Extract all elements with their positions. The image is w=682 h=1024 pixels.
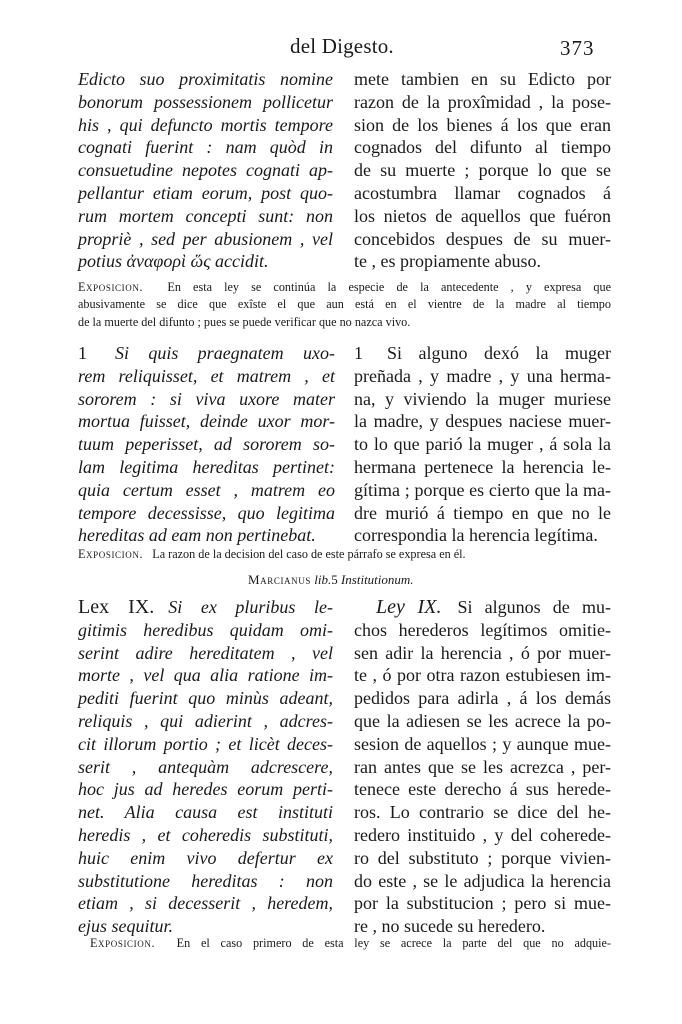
spanish-line: to lo que parió la muger , á sola la <box>354 434 611 455</box>
latin-line: serint adire hereditatem , vel <box>78 642 333 663</box>
spanish-line: ros. Lo contrario se dice del he- <box>354 802 611 823</box>
spanish-column-block1 <box>354 68 611 273</box>
book-number: 5 <box>331 572 338 587</box>
latin-line: consuetudine nepotes cognati ap- <box>78 160 333 181</box>
spanish-line: mete tambien en su Edicto por <box>354 69 611 89</box>
exposicion-line: de la muerte del difunto ; pues se puede verificar que no nazca vivo. <box>78 314 411 329</box>
spanish-column-block2 <box>354 342 611 547</box>
latin-line: bonorum possessionem pollicetur <box>78 91 333 112</box>
exposicion-label: Exposicion. <box>78 547 144 561</box>
latin-line: gitimis heredibus quidam omi- <box>78 619 333 640</box>
latin-line: propriè , sed per abusionem , vel <box>78 228 333 249</box>
latin-line: ejus sequitur. <box>78 916 174 937</box>
latin-line: potius ἀναφορὶ ὥς accidit. <box>78 251 269 272</box>
latin-line: pellantur etiam eorum, post quo- <box>78 182 333 203</box>
spanish-line: preñada , y madre , y una herma- <box>354 365 611 386</box>
spanish-line: correspondia la herencia legítima. <box>354 525 598 546</box>
paragraph-number: 1 <box>354 343 363 363</box>
spanish-line: gítima ; porque es cierto que la ma- <box>354 479 611 500</box>
latin-column-block3 <box>78 596 333 938</box>
latin-column-block2 <box>78 342 335 547</box>
spanish-line: chos herederos legítimos omitie- <box>354 619 611 640</box>
spanish-line: te , ó por otra razon estubiesen im- <box>354 665 611 686</box>
latin-line: sororem : si viva uxore mater <box>78 388 335 409</box>
spanish-line: de su muerte ; porque lo que se <box>354 160 611 181</box>
exposicion-note-2 <box>78 546 611 563</box>
spanish-line: razon de la proxîmidad , la pose- <box>354 91 611 112</box>
latin-line: net. Alia causa est instituti <box>78 802 333 823</box>
book-label: lib. <box>314 572 332 587</box>
exposicion-note-3 <box>90 935 611 952</box>
spanish-line: redero instituido , y del coherede- <box>354 824 611 845</box>
spanish-line: ran antes que se les acrezca , per- <box>354 756 611 777</box>
spanish-line: te , es propiamente abuso. <box>354 251 541 272</box>
spanish-line: pedidos para adirla , á los demás <box>354 688 611 709</box>
latin-line: etiam , si decesserit , heredem, <box>78 893 333 914</box>
latin-line: lam legitima hereditas pertinet: <box>78 456 335 477</box>
running-title: del Digesto. <box>290 34 394 58</box>
latin-line: pediti fuerint quo minùs adeant, <box>78 688 333 709</box>
latin-line: hereditas ad eam non pertinebat. <box>78 525 316 546</box>
spanish-line: sion de los bienes á los que eran <box>354 114 611 135</box>
latin-line: heredis , et coheredis substituti, <box>78 824 333 845</box>
exposicion-label: Exposicion. <box>90 936 156 950</box>
exposicion-label: Exposicion. <box>78 280 144 294</box>
spanish-line: ro del substituto ; porque vivien- <box>354 847 611 868</box>
latin-line: serit , antequàm adcrescere, <box>78 756 333 777</box>
latin-line: Si quis praegnatem uxo- <box>115 343 335 363</box>
spanish-column-block3 <box>354 596 611 938</box>
latin-line: mortua fuisset, deinde uxor mor- <box>78 411 335 432</box>
latin-line: huic enim vivo defertur ex <box>78 847 333 868</box>
exposicion-text: En el caso primero de esta ley se acrece la parte del que no adquie- <box>176 936 611 950</box>
spanish-line: que la adiesen se les acrece la po- <box>354 710 611 731</box>
spanish-line: por la substitucion ; pero si mue- <box>354 893 611 914</box>
spanish-line: acostumbra llamar cognados á <box>354 182 611 203</box>
latin-line: reliquis , qui adierint , adcres- <box>78 710 333 731</box>
latin-line: his , qui defuncto mortis tempore <box>78 114 333 135</box>
author-name: Marcianus <box>248 572 311 587</box>
exposicion-note-1 <box>78 279 611 331</box>
latin-line: rum mortem concepti sunt: non <box>78 205 333 226</box>
latin-line: morte , vel qua alia ratione im- <box>78 665 333 686</box>
exposicion-line: En esta ley se continúa la especie de la antecedente , y expresa que <box>167 280 611 294</box>
spanish-line: Si algunos de mu- <box>457 597 611 617</box>
latin-line: cognati fuerint : nam quòd in <box>78 137 333 158</box>
ley-heading: Ley IX. <box>376 596 442 618</box>
latin-line: quia certum esset , matrem eo <box>78 479 335 500</box>
latin-line: Edicto suo proximitatis nomine <box>78 69 333 89</box>
spanish-line: Si alguno dexó la muger <box>387 343 611 363</box>
running-header <box>0 34 682 64</box>
latin-line: tuum peperisset, ad sororem so- <box>78 434 335 455</box>
latin-line: hoc jus ad heredes eorum perti- <box>78 779 333 800</box>
exposicion-text: La razon de la decision del caso de este párrafo se expresa en él. <box>152 547 466 561</box>
spanish-line: los nietos de aquellos que fuéron <box>354 205 611 226</box>
spanish-line: dre murió á tiempo en que no le <box>354 502 611 523</box>
spanish-line: la madre, y despues naciese muer- <box>354 411 611 432</box>
latin-line: rem reliquisset, et matrem , et <box>78 365 335 386</box>
work-title: Institutionum. <box>340 572 414 587</box>
spanish-line: tenece este derecho á sus herede- <box>354 779 611 800</box>
latin-line: substitutione hereditas : non <box>78 870 333 891</box>
latin-line: tempore decessisse, quo legitima <box>78 502 335 523</box>
latin-line: cit illorum portio ; et licèt deces- <box>78 733 333 754</box>
spanish-line: cognados del difunto al tiempo <box>354 137 611 158</box>
spanish-line: sen adir la herencia , ó por muer- <box>354 642 611 663</box>
spanish-line: do este , se le adjudica la herencia <box>354 870 611 891</box>
spanish-line: na, y viviendo la muger muriese <box>354 388 611 409</box>
latin-column-block1 <box>78 68 333 273</box>
latin-line: Si ex pluribus le- <box>168 597 333 617</box>
exposicion-line: abusivamente se dice que exîste el que aun está en el vientre de la madre al tiempo <box>78 297 611 312</box>
source-attribution <box>248 572 414 588</box>
lex-heading: Lex IX. <box>78 596 155 618</box>
spanish-line: concebidos despues de su muer- <box>354 228 611 249</box>
spanish-line: sesion de aquellos ; y aunque mue- <box>354 733 611 754</box>
spanish-line: re , no sucede su heredero. <box>354 916 546 937</box>
spanish-line: hermana pertenece la herencia le- <box>354 456 611 477</box>
page-number: 373 <box>560 36 595 60</box>
paragraph-number: 1 <box>78 343 87 363</box>
